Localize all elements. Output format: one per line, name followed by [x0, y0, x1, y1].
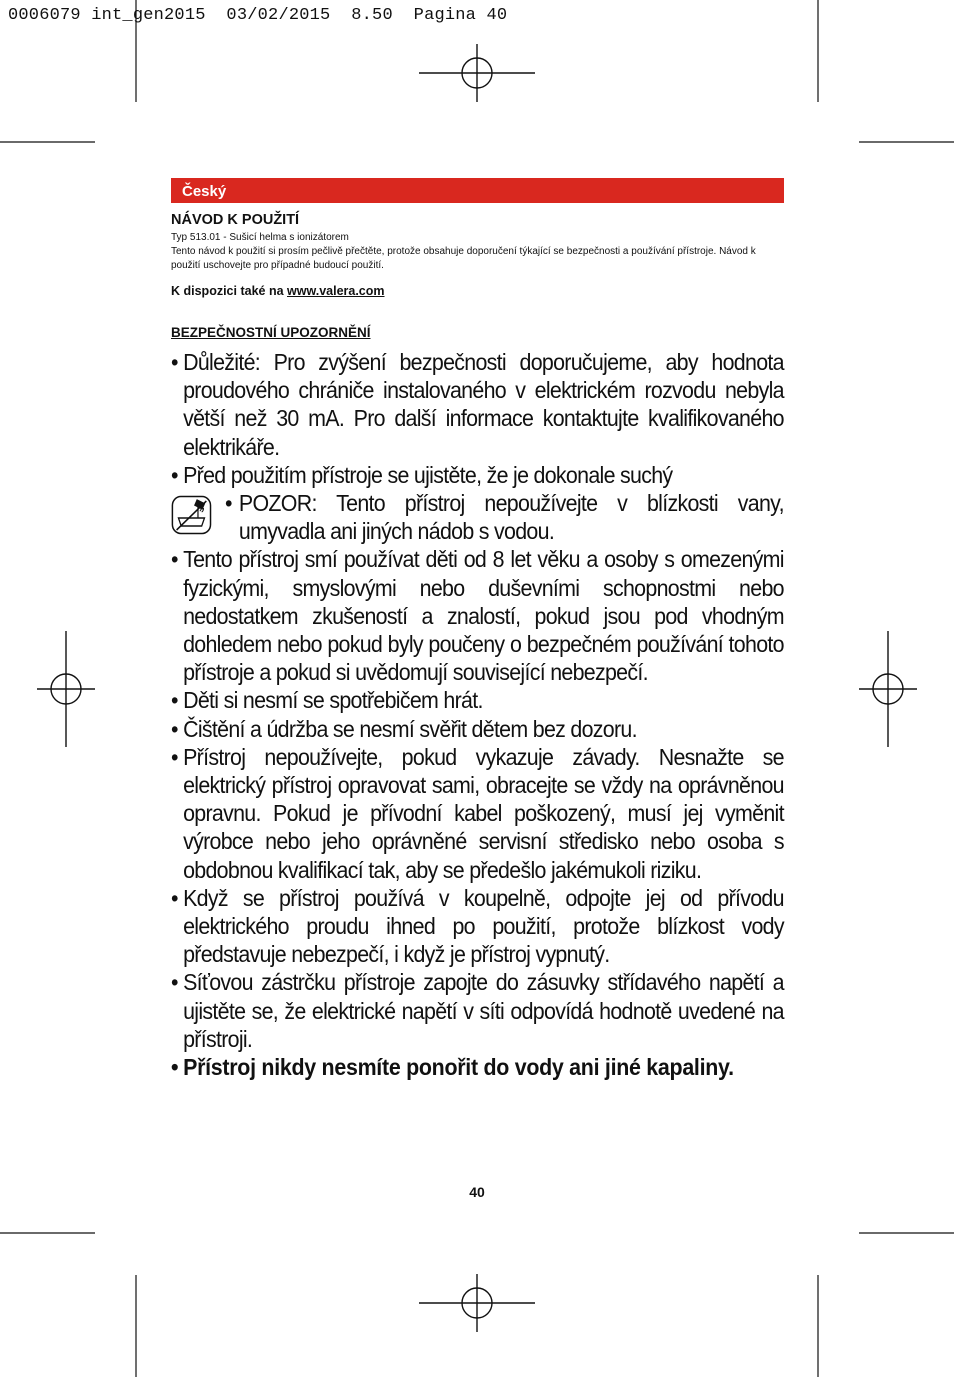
safety-item: • Čištění a údržba se nesmí svěřit dětem bez dozoru.	[171, 715, 784, 743]
availability-prefix: K dispozici také na	[171, 284, 288, 298]
document-title: NÁVOD K POUŽITÍ	[171, 212, 300, 228]
safety-item: • Tento přístroj smí používat děti od 8 let věku a osoby s omezenými fyzickými, smyslovými nebo duševními schopnostmi nebo nedostatkem zkušeností a znalostí, pokud jsou pod vhodným dohledem nebo pokud byly poučeny o bezpečném používání tohoto přístroje a pokud si uvědomují související nebezpečí.	[171, 545, 784, 686]
safety-item-bold: • Přístroj nikdy nesmíte ponořit do vody ani jiné kapaliny.	[171, 1053, 784, 1081]
safety-heading: BEZPEČNOSTNÍ UPOZORNĚNÍ	[171, 325, 371, 340]
availability-line	[171, 284, 784, 298]
warning-text: POZOR: Tento přístroj nepoužívejte v blízkosti vany, umyvadla ani jiných nádob s vodou.	[238, 490, 784, 545]
registration-mark-bottom	[419, 1274, 535, 1332]
safety-item-warning	[171, 489, 784, 545]
safety-list	[171, 348, 784, 1081]
safety-item: • Když se přístroj používá v koupelně, odpojte jej od přívodu elektrického proudu ihned po použití, protože blízkost vody představuje nebezpečí, i když je přístroj vypnutý.	[171, 884, 784, 969]
website-link[interactable]: www.valera.com	[287, 284, 385, 298]
page-number: 40	[469, 1184, 485, 1200]
registration-mark-left	[37, 631, 95, 747]
registration-mark-top	[419, 44, 535, 102]
intro-text: Tento návod k použití si prosím pečlivě přečtěte, protože obsahuje doporučení týkající se bezpečnosti a používání přístroje. Návod k použití uschovejte pro případné budoucí použití.	[171, 246, 756, 271]
registration-mark-right	[859, 631, 917, 747]
safety-item: • Síťovou zástrčku přístroje zapojte do zásuvky střídavého napětí a ujistěte se, že elektrické napětí v síti odpovídá hodnotě uvedené na přístroji.	[171, 968, 784, 1053]
safety-item: • Důležité: Pro zvýšení bezpečnosti doporučujeme, aby hodnota proudového chrániče instalovaného v elektrickém rozvodu nebyla větší než 30 mA. Pro další informace kontaktujte kvalifikovaného elektrikáře.	[171, 348, 784, 461]
safety-item: • Před použitím přístroje se ujistěte, že je dokonale suchý	[171, 461, 784, 489]
model-line: Typ 513.01 - Sušicí helma s ionizátorem	[171, 232, 349, 243]
manual-page-content	[171, 178, 784, 1081]
print-slug: 0006079 int_gen2015 03/02/2015 8.50 Pagina 40	[8, 6, 508, 25]
safety-item: • Děti si nesmí se spotřebičem hrát.	[171, 686, 784, 714]
no-bathtub-icon	[171, 495, 212, 535]
language-bar: Český	[171, 178, 784, 203]
safety-item: • Přístroj nepoužívejte, pokud vykazuje závady. Nesnažte se elektrický přístroj opravovat sami, obracejte se vždy na oprávněnou opravnu. Pokud je přívodní kabel poškozený, musí jej vyměnit výrobce nebo jeho oprávněné servisní středisko nebo osoba s obdobnou kvalifikací tak, aby se předešlo jakémukoli riziku.	[171, 743, 784, 884]
